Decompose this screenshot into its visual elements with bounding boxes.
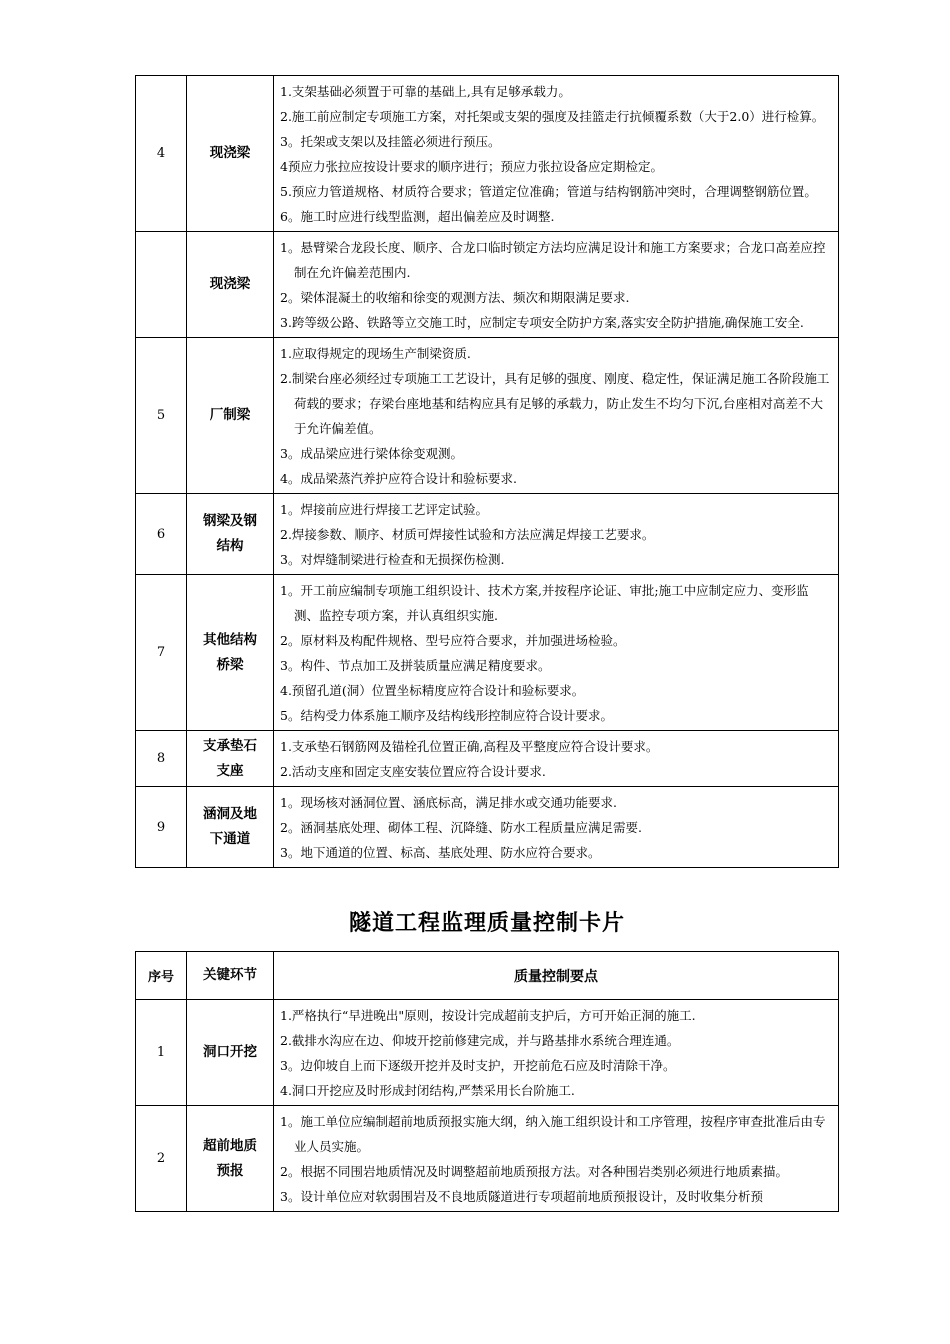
table-row [136, 1106, 839, 1212]
control-point: 2.施工前应制定专项施工方案，对托架或支架的强度及挂篮走行抗倾覆系数（大于2.0）进行检算。 [280, 109, 825, 124]
control-point: 4.洞口开挖应及时形成封闭结构,严禁采用长台阶施工. [280, 1083, 575, 1098]
control-point: 1.支架基础必须置于可靠的基础上,具有足够承载力。 [280, 84, 571, 99]
key-step [187, 787, 274, 868]
control-point: 2.活动支座和固定支座安装位置应符合设计要求. [280, 764, 546, 779]
control-point: 2。原材料及构配件规格、型号应符合要求，并加强进场检验。 [280, 633, 626, 648]
key-step-label: 超前地质预报 [203, 1137, 257, 1179]
control-point: 3。边仰坡自上而下逐级开挖并及时支护，开挖前危石应及时清除干净。 [280, 1058, 676, 1073]
table-row [136, 338, 839, 494]
row-number: 8 [136, 731, 187, 787]
key-step-label: 现浇梁 [209, 276, 251, 292]
control-point: 1。焊接前应进行焊接工艺评定试验。 [280, 502, 488, 517]
control-point: 3。设计单位应对软弱围岩及不良地质隧道进行专项超前地质预报设计，及时收集分析预 [280, 1189, 763, 1204]
control-point: 4。成品梁蒸汽养护应符合设计和验标要求. [280, 471, 517, 486]
key-step [187, 1106, 274, 1212]
control-point: 3。对焊缝制梁进行检查和无损探伤检测. [280, 552, 505, 567]
key-step-label: 涵洞及地下通道 [203, 806, 257, 847]
table-row [136, 76, 839, 232]
tunnel-quality-table [135, 951, 839, 1212]
control-point: 3。构件、节点加工及拼装质量应满足精度要求。 [280, 658, 551, 673]
key-step [187, 731, 274, 787]
control-point: 5.预应力管道规格、材质符合要求；管道定位准确；管道与结构钢筋冲突时，合理调整钢筋位置。 [280, 184, 817, 199]
table-row [136, 1000, 839, 1106]
control-points [274, 1000, 839, 1106]
control-point: 2。根据不同围岩地质情况及时调整超前地质预报方法。对各种围岩类别必须进行地质素描。 [280, 1164, 788, 1179]
control-point: 3.跨等级公路、铁路等立交施工时，应制定专项安全防护方案,落实安全防护措施,确保施工安全. [280, 315, 804, 330]
control-points [274, 1106, 839, 1212]
control-point: 1。开工前应编制专项施工组织设计、技术方案,并按程序论证、审批;施工中应制定应力、变形监测、监控专项方案，并认真组织实施. [280, 583, 809, 623]
key-step-label: 支承垫石支座 [203, 737, 257, 779]
table-header-row [136, 952, 839, 1000]
control-points [274, 338, 839, 494]
row-number: 7 [136, 575, 187, 731]
control-point: 2.焊接参数、顺序、材质可焊接性试验和方法应满足焊接工艺要求。 [280, 527, 655, 542]
control-point: 2.制梁台座必须经过专项施工工艺设计，具有足够的强度、刚度、稳定性，保证满足施工各阶段施工荷载的要求；存梁台座地基和结构应具有足够的承载力，防止发生不均匀下沉,台座相对高差不大于允许偏差值。 [280, 371, 830, 436]
control-point: 1。现场核对涵洞位置、涵底标高，满足排水或交通功能要求. [280, 795, 617, 810]
key-step [187, 494, 274, 575]
control-point: 1。施工单位应编制超前地质预报实施大纲，纳入施工组织设计和工序管理，按程序审查批准后由专业人员实施。 [280, 1114, 826, 1154]
control-point: 1.应取得规定的现场生产制梁资质. [280, 346, 471, 361]
control-points [274, 731, 839, 787]
key-step [187, 338, 274, 494]
control-point: 1。悬臂梁合龙段长度、顺序、合龙口临时锁定方法均应满足设计和施工方案要求；合龙口高差应控制在允许偏差范围内. [280, 240, 826, 280]
key-step [187, 1000, 274, 1106]
row-number [136, 232, 187, 338]
key-step-label: 钢梁及钢结构 [203, 513, 257, 554]
control-point: 1.支承垫石钢筋网及锚栓孔位置正确,高程及平整度应符合设计要求。 [280, 739, 659, 754]
bridge-quality-table [135, 75, 839, 868]
key-step-label: 洞口开挖 [203, 1044, 257, 1060]
row-number: 4 [136, 76, 187, 232]
control-point: 3。托架或支架以及挂篮必须进行预压。 [280, 134, 501, 149]
control-point: 5。结构受力体系施工顺序及结构线形控制应符合设计要求。 [280, 708, 613, 723]
control-point: 3。成品梁应进行梁体徐变观测。 [280, 446, 463, 461]
row-number: 1 [136, 1000, 187, 1106]
key-step-label: 现浇梁 [209, 145, 251, 161]
key-step-label: 厂制梁 [209, 407, 251, 423]
key-step-label: 其他结构桥梁 [203, 631, 257, 673]
control-points [274, 494, 839, 575]
control-point: 6。施工时应进行线型监测，超出偏差应及时调整. [280, 209, 555, 224]
control-point: 4.预留孔道(洞）位置坐标精度应符合设计和验标要求。 [280, 683, 585, 698]
row-number: 6 [136, 494, 187, 575]
control-points [274, 76, 839, 232]
row-number: 9 [136, 787, 187, 868]
control-point: 4预应力张拉应按设计要求的顺序进行；预应力张拉设备应定期检定。 [280, 159, 663, 174]
key-step [187, 76, 274, 232]
table-row [136, 787, 839, 868]
header-no: 序号 [136, 952, 187, 1000]
control-point: 2.截排水沟应在边、仰坡开挖前修建完成，并与路基排水系统合理连通。 [280, 1033, 680, 1048]
control-points [274, 232, 839, 338]
table-row [136, 575, 839, 731]
row-number: 5 [136, 338, 187, 494]
table-row [136, 731, 839, 787]
key-step [187, 575, 274, 731]
header-key-step: 关键环节 [187, 952, 274, 1000]
control-point: 2。涵洞基底处理、砌体工程、沉降缝、防水工程质量应满足需要. [280, 820, 642, 835]
table-row [136, 494, 839, 575]
row-number: 2 [136, 1106, 187, 1212]
control-point: 2。梁体混凝土的收缩和徐变的观测方法、频次和期限满足要求. [280, 290, 630, 305]
table-row [136, 232, 839, 338]
header-control-points: 质量控制要点 [274, 952, 839, 1000]
control-points [274, 575, 839, 731]
control-points [274, 787, 839, 868]
key-step [187, 232, 274, 338]
tunnel-card-title: 隧道工程监理质量控制卡片 [348, 911, 625, 936]
control-point: 3。地下通道的位置、标高、基底处理、防水应符合要求。 [280, 845, 601, 860]
control-point: 1.严格执行“早进晚出"原则，按设计完成超前支护后，方可开始正洞的施工. [280, 1008, 696, 1023]
